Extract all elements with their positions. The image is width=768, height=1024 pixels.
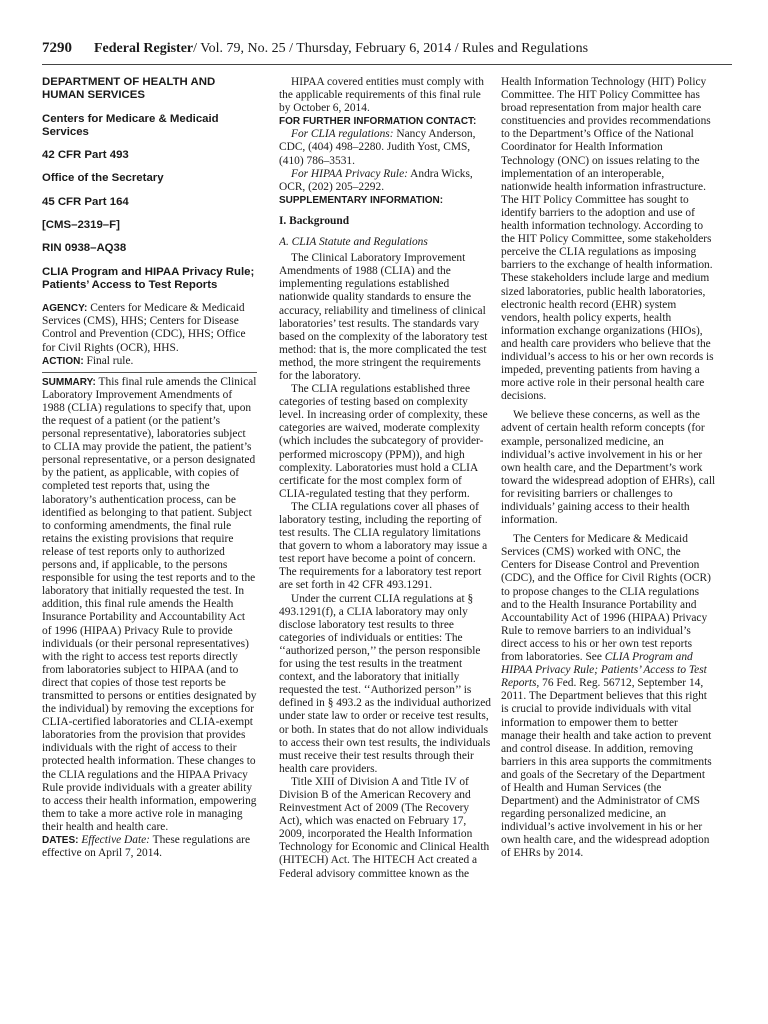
summary-label: SUMMARY: xyxy=(42,376,96,388)
summary-text: This final rule amends the Clinical Laboratory Improvement Amendments of 1988 (CLIA) regulations to specify that, upon the request of a patient (or the patient’s personal representative), laboratories subject to CLIA may provide the patient, the patient’s personal representative, or a person designated by the patient, as applicable, with copies of completed test reports that, using the laboratory’s authentication process, can be identified as belonging to that patient. Subject to conforming amendments, the final rule retains the existing provisions that require release of test reports only to authorized persons and, if applicable, to the persons responsible for using the test reports and to the laboratory that initially requested the test. In addition, this final rule amends the Health Insurance Portability and Accountability Act of 1996 (HIPAA) Privacy Rule to provide individuals (or their personal representatives) with the right to access test reports directly from laboratories subject to HIPAA (and to direct that copies of those test reports be transmitted to persons or entities designated by the individual) by removing the exceptions for CLIA-certified laboratories and CLIA-exempt laboratories from the provision that provides individuals with the right of access to their protected health information. These changes to the CLIA regulations and the HIPAA Privacy Rule provide individuals with a greater ability to access their health information, empowering them to take a more active role in managing their health and health care. xyxy=(42,375,257,833)
paragraph: The Clinical Laboratory Improvement Amendments of 1988 (CLIA) and the implementing regulations established nationwide quality standards to ensure the accuracy, reliability and timeliness of clinical laboratories’ test results. The standards vary based on the complexity of the laboratory test method: that is, the more complicated the test method, the more stringent the requirements for the laboratory. xyxy=(279,252,488,382)
department-heading: DEPARTMENT OF HEALTH AND HUMAN SERVICES xyxy=(42,76,216,102)
agency-label: AGENCY: xyxy=(42,303,88,315)
clia-contact-label: For CLIA regulations: xyxy=(291,128,394,141)
clia-contact-text: Nancy Anderson, CDC, (404) 498–2280. Judith Yost, CMS, (410) 786–3531. xyxy=(279,128,476,167)
paragraph: Title XIII of Division A and Title IV of Division B of the American Recovery and Reinvestment Act of 2009 (The Recovery Act), which was enacted on February 17, 2009, incorporated the Health Information Technology for Economic and Clinical Health (HITECH) Act. The HITECH Act created a Federal advisory committee known as the xyxy=(279,775,490,880)
hipaa-contact xyxy=(279,168,494,194)
subsection-a-heading: A. CLIA Statute and Regulations xyxy=(279,236,428,249)
paragraph xyxy=(501,533,716,860)
publication-name: Federal Register xyxy=(94,41,194,56)
paragraph: Under the current CLIA regulations at § 493.1291(f), a CLIA laboratory may only disclose laboratory test results to three categories of individuals or entities: The ‘‘authorized person,’’ the person responsible for using the test results in the treatment context, and the laboratory that initially requested the test. ‘‘Authorized person’’ is defined in § 493.2 as the individual authorized under state law to order or receive test results, or both. In states that do not allow individuals to access their own test results, the individuals must receive their test results through their health care providers. xyxy=(279,592,491,775)
cfr-part-493: 42 CFR Part 493 xyxy=(42,149,129,162)
column-3 xyxy=(501,76,716,996)
hipaa-contact-label: For HIPAA Privacy Rule: xyxy=(291,167,408,180)
rin-number: RIN 0938–AQ38 xyxy=(42,242,127,255)
dates-paragraph xyxy=(42,834,257,860)
agency-paragraph xyxy=(42,302,257,354)
citation-italic: CLIA Program and HIPAA Privacy Rule; Patients’ Access to Test Reports, xyxy=(501,651,707,690)
header-rule xyxy=(42,64,732,65)
action-text: Final rule. xyxy=(86,354,134,367)
page-number: 7290 xyxy=(42,40,72,56)
paragraph: Health Information Technology (HIT) Policy Committee. The HIT Policy Committee has broad representation from major health care constituencies and provides recommendations to the Department’s Office of the National Coordinator for Health Information Technology (ONC) on issues relating to the implementation of an interoperable, nationwide health information infrastructure. The HIT Policy Committee has sought to identify barriers to the adoption and use of health information technology. According to the HIT Policy Committee, some stakeholders perceive the CLIA regulations as imposing barriers to the exchange of health information. These stakeholders include large and medium sized laboratories, public health laboratories, electronic health record (EHR) system vendors, health policy experts, health information exchange organizations (HIOs), and health care providers who believe that the individual’s access to his or her own records is impeded, preventing patients from having a more active role in their personal health care decisions. xyxy=(501,76,714,403)
rule-title: CLIA Program and HIPAA Privacy Rule; Patients’ Access to Test Reports xyxy=(42,265,255,291)
action-paragraph xyxy=(42,355,257,368)
dates-italic: Effective Date: xyxy=(81,834,150,847)
dates-label: DATES: xyxy=(42,835,79,847)
cfr-part-164: 45 CFR Part 164 xyxy=(42,195,129,208)
hipaa-contact-text: Andra Wicks, OCR, (202) 205–2292. xyxy=(279,167,473,193)
action-label: ACTION: xyxy=(42,355,84,367)
compliance-paragraph: HIPAA covered entities must comply with the applicable requirements of this final rule by October 6, 2014. xyxy=(279,76,484,115)
contact-label: FOR FURTHER INFORMATION CONTACT: xyxy=(279,116,477,128)
dates-text: These regulations are effective on April 7, 2014. xyxy=(42,834,251,860)
paragraph-text: 76 Fed. Reg. 56712, September 14, 2011. The Department believes that this right is crucial to provide individuals with vital information to empower them to better manage their health and take action to prevent and control disease. In addition, removing barriers in this area supports the commitments and goals of the Secretary of the Department of Health and Human Services (the Department) and the Administrator of CMS regarding personalized medicine, an individual’s active involvement in his or her own health care, and the widespread adoption of EHRs by 2014. xyxy=(501,677,712,860)
column-1 xyxy=(42,76,257,996)
paragraph-text: The Centers for Medicare & Medicaid Services (CMS) worked with ONC, the Centers for Disease Control and Prevention (CDC), and the Office for Civil Rights (OCR) to propose changes to the CLIA regulations and to the Health Insurance Portability and Accountability Act of 1996 (HIPAA) Privacy Rule to remove barriers to an individual’s direct access to his or her own test reports from laboratories. See xyxy=(501,533,711,664)
supplementary-label: SUPPLEMENTARY INFORMATION: xyxy=(279,194,444,206)
page-header xyxy=(42,40,732,62)
background-heading: I. Background xyxy=(279,214,350,227)
paragraph: The CLIA regulations cover all phases of laboratory testing, including the reporting of test results. The CLIA regulatory limitations that govern to whom a laboratory may issue a test report have become a point of concern. The requirements for a laboratory test report are set forth in 42 CFR 493.1291. xyxy=(279,500,488,592)
paragraph: The CLIA regulations established three categories of testing based on complexity level. In increasing order of complexity, these categories are waived, moderate complexity (which includes the subcategory of provider-performed microscopy (PPM)), and high complexity. Laboratories must hold a CLIA certificate for the most complex form of CLIA-regulated testing that they perform. xyxy=(279,383,488,500)
issue-info: / Vol. 79, No. 25 / Thursday, February 6, 2014 / Rules and Regulations xyxy=(193,41,589,56)
docket-number: [CMS–2319–F] xyxy=(42,219,120,232)
agency-text: Centers for Medicare & Medicaid Services (CMS), HHS; Centers for Disease Control and Prevention (CDC), HHS; Office for Civil Rights (OCR), HHS. xyxy=(42,302,246,354)
office-heading: Office of the Secretary xyxy=(42,172,164,185)
clia-contact xyxy=(279,128,494,167)
paragraph: We believe these concerns, as well as the advent of certain health reform concepts (for example, personalized medicine, an individual’s active involvement in his or her own health care, and the Department’s work toward the widespread adoption of EHRs), call for revisiting barriers or challenges to individuals’ gaining access to their health information. xyxy=(501,409,716,527)
summary-paragraph xyxy=(42,376,257,834)
column-2 xyxy=(279,76,494,996)
summary-divider xyxy=(42,372,257,373)
agency-heading: Centers for Medicare & Medicaid Services xyxy=(42,112,219,138)
